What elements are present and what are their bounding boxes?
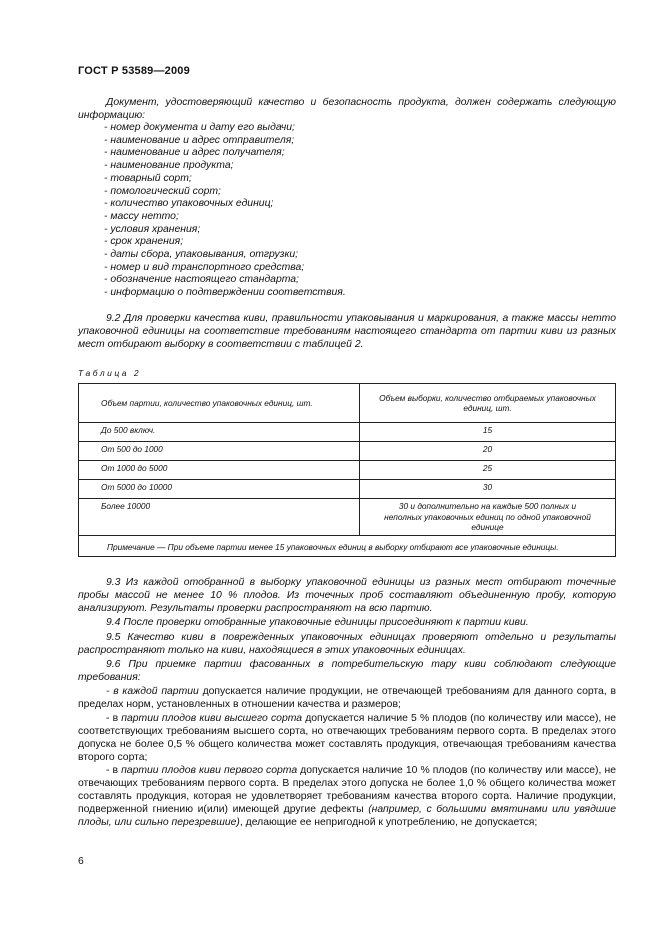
list-item: - даты сбора, упаковывания, отгрузки; [104,249,299,261]
table-cell-lot: От 500 до 1000 [79,442,360,461]
page-number: 6 [78,856,84,867]
table-note: Примечание — При объеме партии менее 15 упаковочных единиц в выборку отбирают все упаковочные единицы. [79,535,616,557]
list-item: - количество упаковочных единиц; [104,198,274,210]
table-cell-lot: От 5000 до 10000 [79,480,360,499]
requirement-premium-prefix: - в [106,713,122,724]
list-item: - условия хранения; [104,223,201,235]
list-item: - номер документа и дату его выдачи; [104,122,295,133]
requirement-first-prefix: - в [106,765,122,776]
paragraph-9-5: 9.5 Качество киви в поврежденных упаковочных единицах проверяют отдельно и результаты распространяют только на киви, находящиеся в этих упаковочных единицах. [78,632,616,656]
requirement-premium-text: допускается наличие 5 % плодов (по количеству или массе), не соответствующих требованиям высшего сорта, но отвечающих требованиям первого сорта. В пределах этого допуска не более 0,5 % общего количества может составлять продукция, отвечающая требованиям качества второго сорта; [78,713,616,763]
list-item: - информацию о подтверждении соответствия. [104,287,346,299]
requirement-each-lot [78,685,616,711]
list-item: - товарный сорт; [104,172,192,184]
table-cell-sample: 15 [360,423,616,442]
intro-paragraph: Документ, удостоверяющий качество и безопасность продукта, должен содержать следующую информацию: [78,97,616,121]
table-header-sample: Объем выборки, количество отбираемых упаковочных единиц, шт. [360,384,616,423]
requirement-premium-grade [78,712,616,764]
info-list [104,122,346,300]
table-cell-lot: До 500 включ. [79,423,360,442]
requirement-each-lot-em: - в каждой партии [106,686,199,697]
table-cell-sample: 30 [360,480,616,499]
list-item: - срок хранения; [104,236,184,248]
list-item: - наименование и адрес получателя; [104,147,285,159]
paragraph-9-3: 9.3 Из каждой отобранной в выборку упаковочной единицы из разных мест отбирают точечные пробы массой не менее 10 % плодов. Из точечных проб составляют объединенную пробу, которую анализируют. Результаты проверки распространяют на всю партию. [78,577,616,614]
requirement-premium-em: партии плодов киви высшего сорта [121,713,303,724]
list-item: - номер и вид транспортного средства; [104,261,305,273]
requirement-first-em: партии плодов киви первого сорта [121,765,298,776]
paragraph-9-2: 9.2 Для проверки качества киви, правильности упаковывания и маркирования, а также массы нетто упаковочной единицы на соответствие требованиям настоящего стандарта от партии киви из разных мест отбирают выборку в соответствии с таблицей 2. [78,313,616,350]
table-row [79,499,616,536]
paragraph-9-6: 9.6 При приемке партии фасованных в потребительскую тару киви соблюдают следующие требования: [78,659,616,683]
table-row [79,442,616,461]
table-row [79,461,616,480]
list-item: - наименование продукта; [104,160,234,172]
table-cell-sample: 30 и дополнительно на каждые 500 полных и неполных упаковочных единиц по одной упаковочной единице [360,499,616,536]
requirement-each-lot-text: допускается наличие продукции, не отвечающей требованиям для данного сорта, в пределах норм, установленных в отношении качества и размеров; [78,686,616,710]
table-header-row [79,384,616,423]
table-cell-sample: 25 [360,461,616,480]
list-item: - помологический сорт; [104,185,221,197]
page-header: ГОСТ Р 53589—2009 [78,65,190,77]
paragraph-9-4: 9.4 После проверки отобранные упаковочные единицы присоединяют к партии киви. [106,617,529,628]
requirement-first-end: , делающие ее непригодной к употреблению, не допускается; [239,817,538,828]
table-cell-lot: Более 10000 [79,499,360,536]
table-cell-lot: От 1000 до 5000 [79,461,360,480]
table-header-lot: Объем партии, количество упаковочных единиц, шт. [79,384,360,423]
table-row [79,480,616,499]
table-row [79,423,616,442]
table-note-row [79,535,616,557]
sample-size-table [78,383,616,557]
requirement-first-example: (например, с большими вмятинами или увядшие плоды, или сильно перезревшие) [78,804,616,828]
requirement-first-text: допускается наличие 10 % плодов (по количеству или массе), не отвечающих требованиям первого сорта. В пределах этого допуска не более 1,0 % общего количества может составлять продукция, которая не удовлетворяет требованиям качества второго сорта. Наличие продукции, подверженной гниению и(или) имеющей другие дефекты [78,765,616,815]
requirement-first-grade [78,764,616,829]
list-item: - массу нетто; [104,210,179,222]
list-item: - обозначение настоящего стандарта; [104,274,299,286]
list-item: - наименование и адрес отправителя; [104,134,295,146]
table-caption: Таблица 2 [78,368,142,378]
table-cell-sample: 20 [360,442,616,461]
